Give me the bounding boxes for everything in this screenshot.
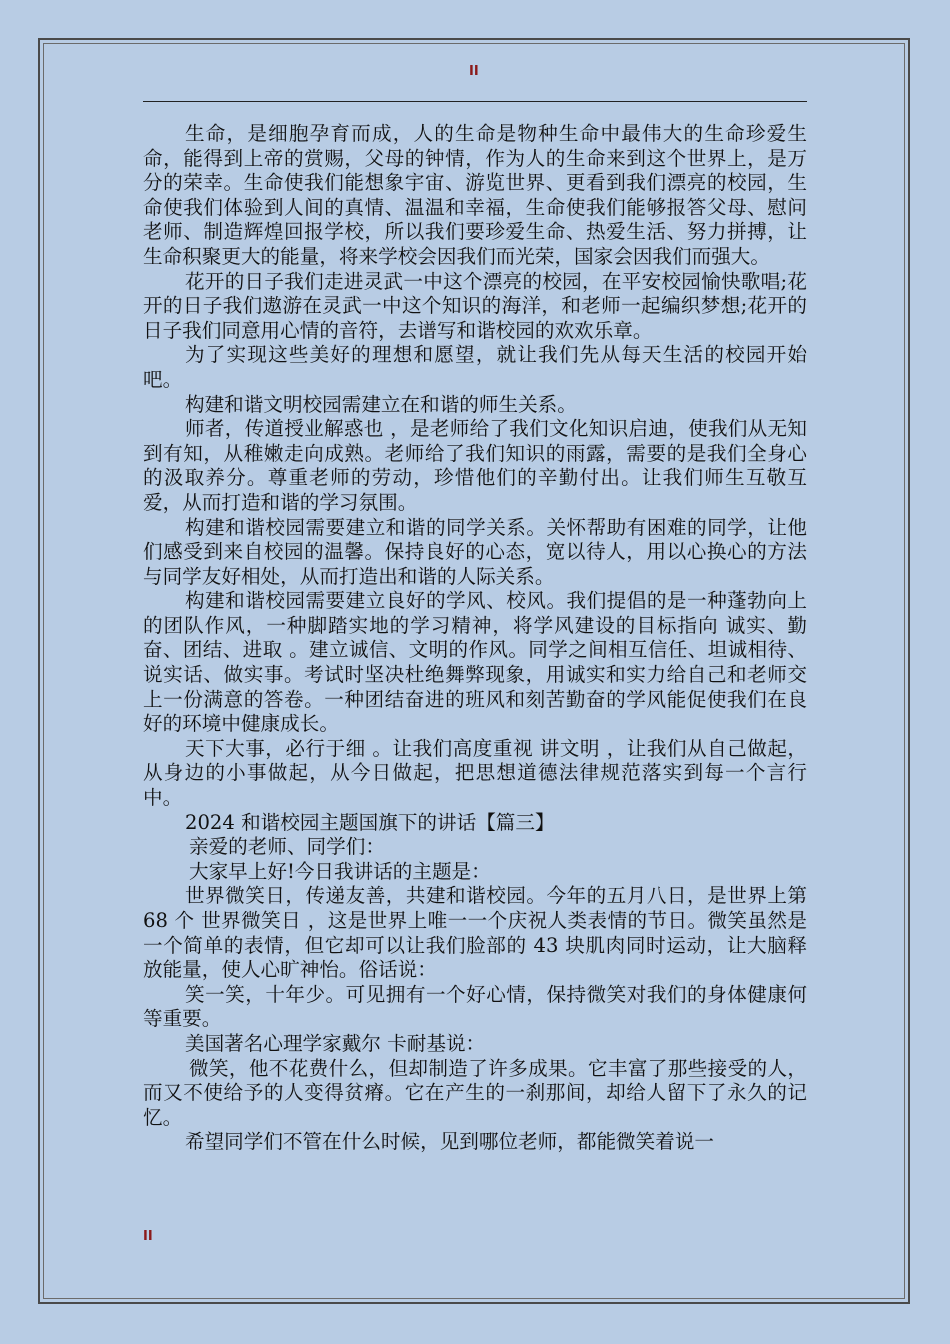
- paragraph: 天下大事，必行于细 。让我们高度重视 讲文明 ，让我们从自己做起，从身边的小事做起，从今日做起，把思想道德法律规范落实到每一个言行中。: [143, 736, 807, 810]
- header-mark: II: [469, 64, 479, 79]
- opening-line: 大家早上好!今日我讲话的主题是：: [189, 859, 491, 883]
- header-rule: [143, 101, 807, 102]
- paragraph: 花开的日子我们走进灵武一中这个漂亮的校园，在平安校园愉快歌唱;花开的日子我们遨游在灵武一中这个知识的海洋，和老师一起编织梦想;花开的日子我们同意用心情的音符，去谱写和谐校园的欢欢乐章。: [143, 269, 807, 342]
- greeting: 亲爱的老师、同学们：: [189, 835, 385, 859]
- paragraph: 为了实现这些美好的理想和愿望，就让我们先从每天生活的校园开始吧。: [143, 343, 807, 391]
- paragraph: 世界微笑日，传递友善，共建和谐校园。今年的五月八日，是世界上第 68 个 世界微笑日 ，这是世界上唯一一个庆祝人类表情的节日。微笑虽然是一个简单的表情，但它却可以让我们脸部的 43 块肌肉同时运动，让大脑释放能量，使人心旷神怡。俗话说：: [143, 884, 807, 982]
- paragraph: 师者，传道授业解惑也 ，是老师给了我们文化知识启迪，使我们从无知到有知，从稚嫩走向成熟。老师给了我们知识的雨露，需要的是我们全身心的汲取养分。尊重老师的劳动，珍惜他们的辛勤付出。让我们师生互敬互爱，从而打造和谐的学习氛围。: [143, 417, 807, 514]
- paragraph: 构建和谐文明校园需建立在和谐的师生关系。: [185, 392, 577, 416]
- paragraph: 生命，是细胞孕育而成，人的生命是物种生命中最伟大的生命珍爱生命，能得到上帝的赏赐，父母的钟情，作为人的生命来到这个世界上，是万分的荣幸。生命使我们能想象宇宙、游览世界、更看到我们漂亮的校园，生命使我们体验到人间的真情、温温和幸福，生命使我们能够报答父母、慰问老师、制造辉煌回报学校，所以我们要珍爱生命、热爱生活、努力拼搏，让生命积聚更大的能量，将来学校会因我们而光荣，国家会因我们而强大。: [143, 122, 807, 268]
- paragraph: 构建和谐校园需要建立良好的学风、校风。我们提倡的是一种蓬勃向上的团队作风，一种脚踏实地的学习精神，将学风建设的目标指向 诚实、勤奋、团结、进取 。建立诚信、文明的作风。同学之间相互信任、坦诚相待、说实话、做实事。考试时坚决杜绝舞弊现象，用诚实和实力给自己和老师交上一份满意的答卷。一种团结奋进的班风和刻苦勤奋的学风能促使我们在良好的环境中健康成长。: [143, 589, 807, 736]
- footer-mark: II: [143, 1229, 153, 1244]
- section-title: 2024 和谐校园主题国旗下的讲话【篇三】: [185, 810, 555, 834]
- document-body: [143, 122, 807, 1155]
- quote-paragraph: 微笑，他不花费什么，但却制造了许多成果。它丰富了那些接受的人，而又不使给予的人变得贫瘠。它在产生的一刹那间，却给人留下了永久的记忆。: [143, 1056, 807, 1129]
- paragraph: 构建和谐校园需要建立和谐的同学关系。关怀帮助有困难的同学，让他们感受到来自校园的温馨。保持良好的心态，宽以待人，用以心换心的方法与同学友好相处，从而打造出和谐的人际关系。: [143, 515, 807, 588]
- paragraph: 希望同学们不管在什么时候，见到哪位老师，都能微笑着说一: [185, 1130, 715, 1154]
- paragraph: 笑一笑，十年少。可见拥有一个好心情，保持微笑对我们的身体健康何等重要。: [143, 982, 807, 1031]
- paragraph: 美国著名心理学家戴尔 卡耐基说：: [185, 1031, 486, 1055]
